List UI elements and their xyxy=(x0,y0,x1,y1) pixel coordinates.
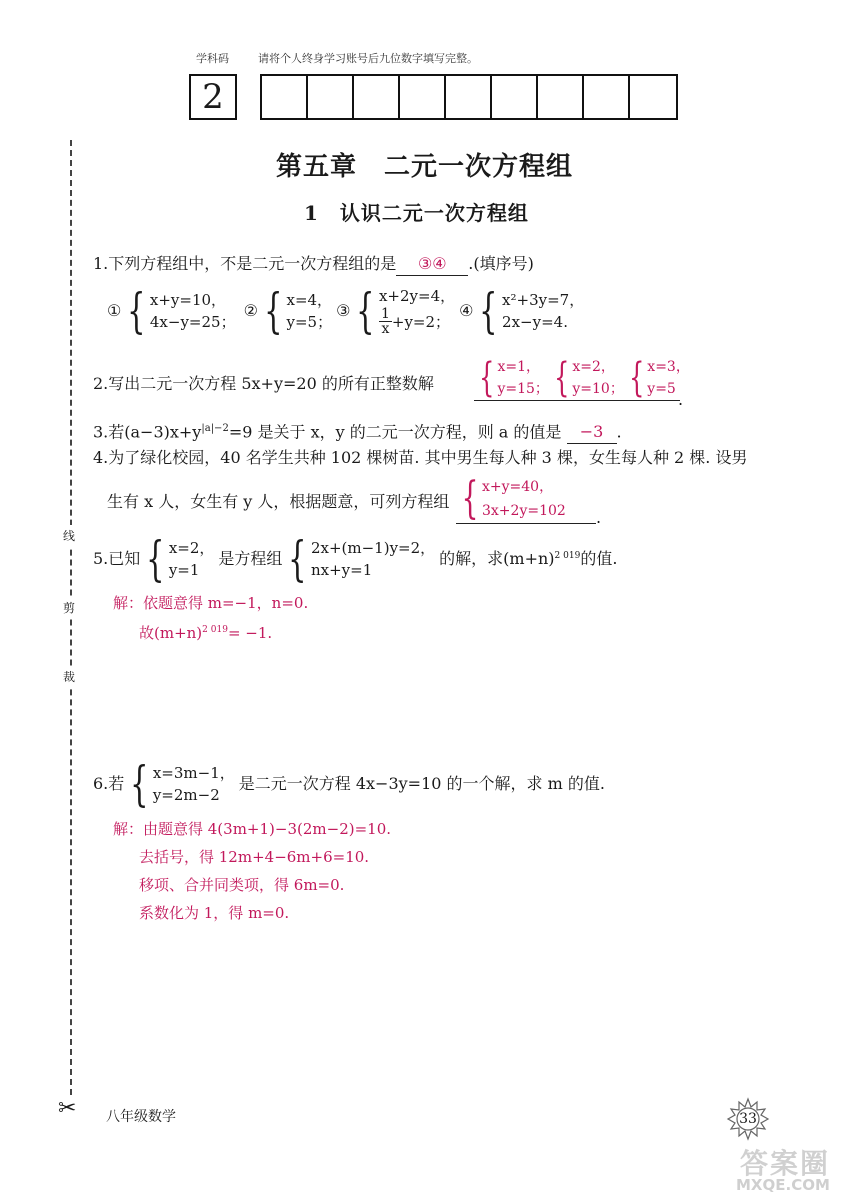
account-digit-box[interactable] xyxy=(538,76,584,118)
page-number-badge xyxy=(726,1097,770,1141)
q6-solution-line1: 解：由题意得 4(3m+1)−3(2m−2)=10. xyxy=(113,820,392,838)
question-1 xyxy=(93,253,534,276)
question-6: 6.若 { x=3m−1， y=2m−2 是二元一次方程 4x−3y=10 的一个解，求 m 的值. xyxy=(93,756,605,812)
left-brace-icon: { xyxy=(146,531,165,587)
chapter-title: 第五章 二元一次方程组 xyxy=(276,152,574,182)
q1-answer: ③④ xyxy=(396,253,468,276)
q4-answer: { x+y=40， 3x+2y=102 xyxy=(456,475,596,524)
account-digit-box[interactable] xyxy=(354,76,400,118)
question-3: 3.若$(a-3)x+y^{|a|-2}=9$ 是关于 x，y 的二元一次方程，则 a 的值是 −3 . xyxy=(93,418,622,444)
account-digit-box[interactable] xyxy=(630,76,676,118)
option-2-system: x=4， y=5； xyxy=(286,290,333,331)
left-brace-icon: { xyxy=(130,756,149,812)
left-brace-icon: { xyxy=(127,282,146,339)
option-2-mark: ② xyxy=(243,300,258,320)
q5-solution-line1: 解：依题意得 m=−1，n=0. xyxy=(113,594,309,612)
account-digit-box[interactable] xyxy=(400,76,446,118)
account-digit-box[interactable] xyxy=(584,76,630,118)
left-brace-icon: { xyxy=(264,282,283,339)
option-4-mark: ④ xyxy=(459,300,474,320)
option-4-system: x²+3y=7， 2x−y=4. xyxy=(502,290,585,331)
q1-text: 1.下列方程组中，不是二元一次方程组的是 xyxy=(93,254,397,273)
account-digit-box[interactable] xyxy=(262,76,308,118)
option-3-mark: ③ xyxy=(336,300,351,320)
q6-solution-line4: 系数化为 1，得 m=0. xyxy=(139,904,290,922)
watermark-logo: 答案圈 xyxy=(740,1147,831,1180)
question-4-line1: 4.为了绿化校园，40 名学生共种 102 棵树苗. 其中男生每人种 3 棵，女生每人种 2 棵. 设男 xyxy=(93,448,748,467)
q6-solution-line3: 移项、合并同类项，得 6m=0. xyxy=(139,876,345,894)
q3-answer: −3 xyxy=(567,421,617,444)
account-digit-box[interactable] xyxy=(446,76,492,118)
cut-mark-line: 线 xyxy=(63,525,75,546)
q4-suffix: . xyxy=(596,508,602,527)
q1-options xyxy=(107,282,585,339)
question-4-line2: 生有 x 人，女生有 y 人，根据题意，可列方程组 xyxy=(107,492,450,511)
scissors-icon: ✂ xyxy=(58,1096,77,1121)
option-3-system: x+2y=4， $\frac{1}{x}$ +y=2； xyxy=(378,287,456,337)
subject-code-box xyxy=(189,74,237,120)
watermark-url: MXQE.COM xyxy=(736,1176,830,1194)
q1-suffix: .(填序号) xyxy=(468,254,534,273)
account-instruction: 请将个人终身学习账号后九位数字填写完整。 xyxy=(258,52,478,65)
subject-code-label: 学科码 xyxy=(196,52,229,65)
account-digit-box[interactable] xyxy=(492,76,538,118)
option-1-system: x+y=10， 4x−y=25； xyxy=(149,290,236,331)
cut-mark-cut: 剪 xyxy=(63,597,75,618)
account-number-boxes[interactable] xyxy=(260,74,678,120)
question-5: 5.已知 { x=2， y=1 是方程组 { 2x+(m−1)y=2， nx+y=1 的解，求(m+n) 2 019 的值. xyxy=(93,531,618,587)
subject-code-value: 2 xyxy=(202,77,224,117)
q5-solution-line2: 故$(m+n)^{2 019}= -1$. xyxy=(139,624,273,642)
option-1-mark: ① xyxy=(107,300,122,320)
section-title: 1 认识二元一次方程组 xyxy=(304,201,529,225)
left-brace-icon: { xyxy=(479,282,498,339)
left-brace-icon: { xyxy=(288,531,307,587)
page-number: 33 xyxy=(739,1111,757,1127)
left-brace-icon: { xyxy=(356,282,375,339)
fraction: $\frac{1}{x}$ xyxy=(380,306,390,337)
book-title: 八年级数学 xyxy=(106,1109,176,1125)
cut-mark-trim: 裁 xyxy=(63,666,75,687)
q2-suffix: . xyxy=(678,390,684,409)
q6-solution-line2: 去括号，得 12m+4−6m+6=10. xyxy=(139,848,370,866)
q2-answer: { x=1， y=15； { x=2， y=10； { x=3， y=5 xyxy=(474,356,680,401)
question-2: 2.写出二元一次方程 5x+y=20 的所有正整数解 xyxy=(93,374,434,393)
account-digit-box[interactable] xyxy=(308,76,354,118)
q3-exponent: |a|−2 xyxy=(201,423,229,434)
